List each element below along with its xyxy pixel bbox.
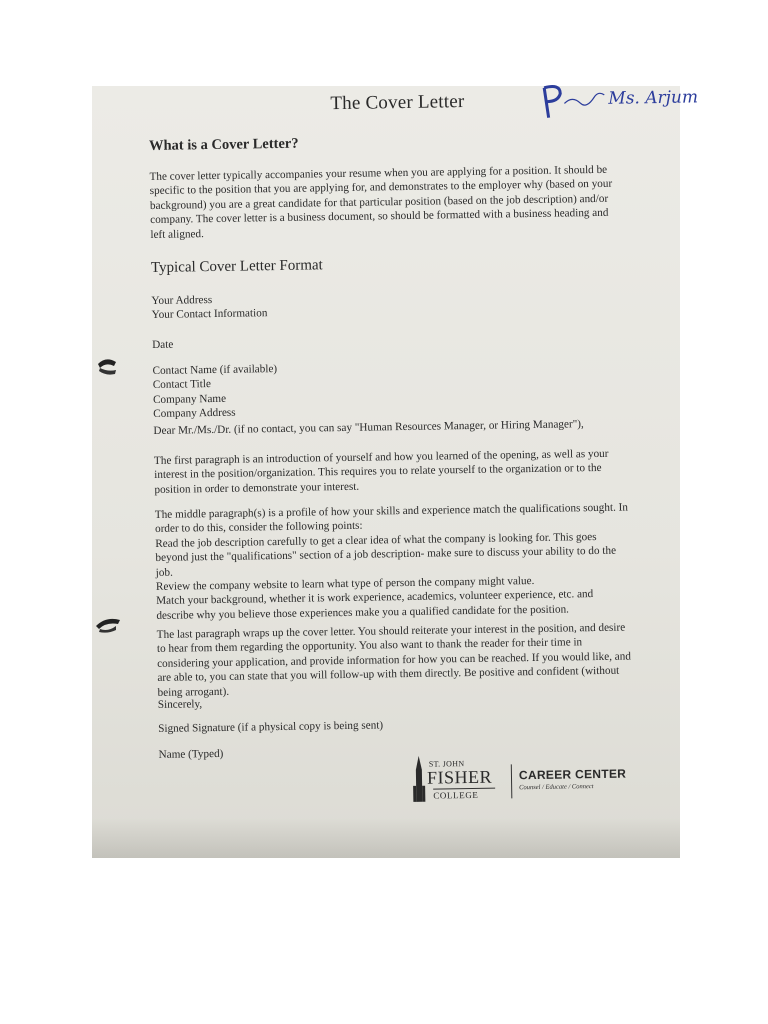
text-line: considering your application, and provide information for how you can be reached. If you would like, and (157, 650, 631, 670)
text-line: order to do this, consider the following points: (154, 520, 363, 536)
text-line: Read the job description carefully to get a clear idea of what the company is looking for. This goes (155, 530, 597, 550)
section-heading-format: Typical Cover Letter Format (150, 257, 323, 276)
text-line: position in order to demonstrate your interest. (154, 480, 360, 496)
career-center-tagline: Counsel / Educate / Connect (519, 783, 594, 792)
text-line: Contact Title (152, 378, 212, 392)
text-line: Contact Name (if available) (152, 363, 278, 377)
text-line: are able to, you can state that you will follow-up with them directly. Be positive and confident (without (157, 664, 620, 685)
text-line: background) you are a great candidate for that particular position (based on the job description) and/or (149, 192, 609, 212)
logo-divider (511, 764, 513, 798)
text-line: The middle paragraph(s) is a profile of how your skills and experience match the qualifications sought. In (154, 501, 629, 521)
intro-paragraph (149, 162, 660, 242)
text-line: being arrogant). (157, 685, 230, 699)
text-line: beyond just the "qualifications" section of a job description- make sure to discuss your ability to do the (155, 544, 617, 565)
text-line: The first paragraph is an introduction of yourself and how you learned of the opening, as well as your (153, 447, 609, 467)
name-line: Name (Typed) (158, 747, 224, 761)
letter-content (148, 72, 699, 801)
first-paragraph (154, 446, 665, 497)
pen-scribble-icon (538, 81, 609, 122)
text-line: The last paragraph wraps up the cover letter. You should reiterate your interest in the position, and desire (156, 621, 626, 641)
tower-icon (411, 756, 428, 806)
text-line: Company Name (152, 392, 227, 406)
closing-line: Sincerely, (157, 698, 203, 711)
logo-fisher: FISHER (426, 766, 493, 788)
binder-clip-icon (96, 354, 120, 378)
text-line: Dear Mr./Ms./Dr. (if no contact, you can say "Human Resources Manager, or Hiring Manager"), (153, 418, 584, 437)
text-line: interest in the position/organization. This requires you to relate yourself to the organization or to the (154, 462, 602, 482)
binder-clip-icon (94, 612, 122, 634)
text-line: Company Address (153, 406, 236, 421)
handwritten-note (538, 80, 699, 122)
handwritten-name: Ms. Arjum (608, 87, 699, 109)
text-line: Your Contact Information (151, 307, 268, 322)
logo-college: COLLEGE (433, 788, 495, 801)
college-logo (411, 752, 652, 816)
text-line: left aligned. (150, 227, 204, 241)
page-title: The Cover Letter (330, 91, 465, 115)
text-line: to hear from them regarding the opportunity. You also want to thank the reader for their time in (156, 636, 583, 656)
career-center-label: CAREER CENTER (518, 766, 627, 783)
text-line: company. The cover letter is a business document, so should be formatted with a business heading and (150, 207, 609, 227)
text-line: The cover letter typically accompanies your resume when you are applying for a position. It should be (149, 163, 608, 183)
contact-block (152, 356, 663, 422)
logo-st-john: ST. JOHN (428, 759, 465, 769)
last-paragraph (157, 620, 668, 700)
text-line: Match your background, whether it is work experience, academics, volunteer experience, etc. and (156, 588, 594, 608)
signature-line: Signed Signature (if a physical copy is being sent) (158, 719, 384, 735)
date-line: Date (152, 338, 174, 351)
section-heading-what: What is a Cover Letter? (148, 135, 299, 154)
text-line: describe why you believe those experiences make you a qualified candidate for the position. (156, 603, 570, 622)
text-line: Your Address (151, 294, 213, 307)
text-line: Review the company website to learn what type of person the company might value. (155, 575, 535, 593)
text-line: job. (155, 566, 173, 579)
text-line: specific to the position that you are applying for, and demonstrates to the employer why (based on your (149, 178, 613, 198)
middle-paragraph (155, 500, 667, 623)
